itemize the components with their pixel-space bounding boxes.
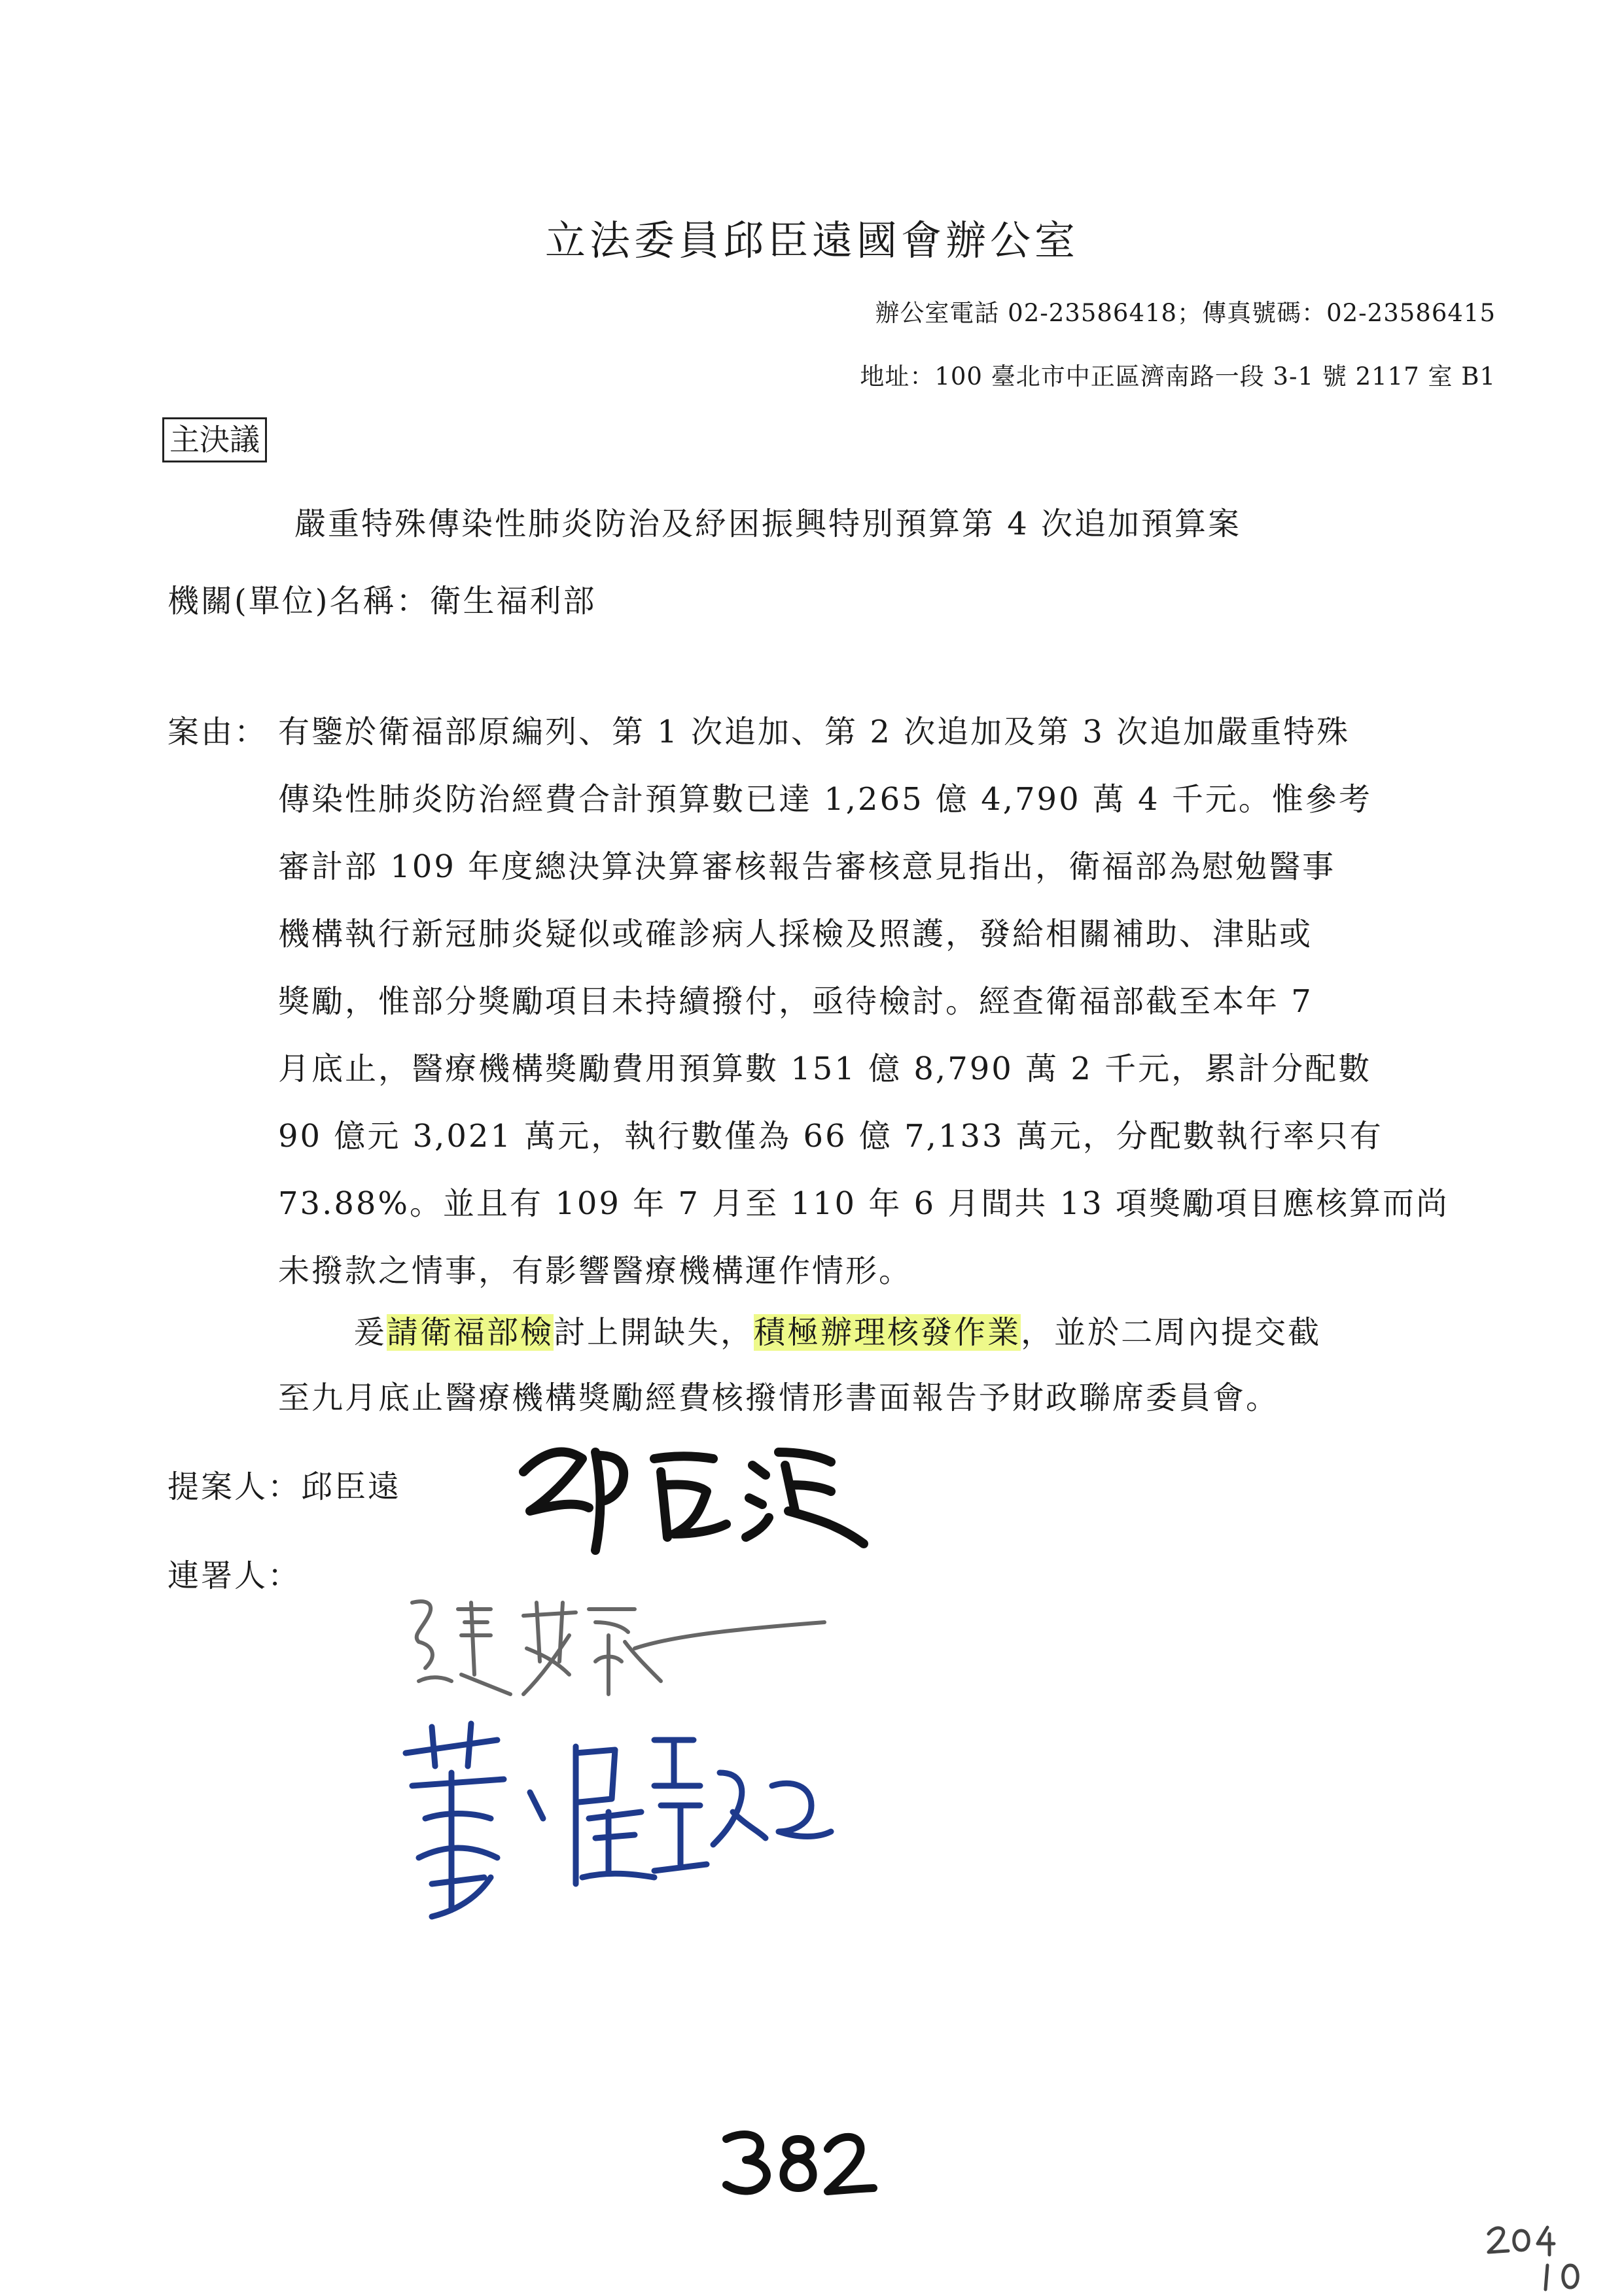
contact-numbers: 辦公室電話 02-23586418；傳真號碼：02-23586415 <box>875 299 1496 327</box>
highlighted-text: 請衛福部檢 <box>387 1314 554 1351</box>
reason-line: 未撥款之情事，有影響醫療機構運作情形。 <box>278 1253 913 1289</box>
proposer-signature <box>504 1426 870 1557</box>
reason-line: 月底止，醫療機構獎勵費用預算數 151 億 8,790 萬 2 千元，累計分配數 <box>278 1051 1372 1087</box>
reason-line: 90 億元 3,021 萬元，執行數僅為 66 億 7,133 萬元，分配數執行率只有 <box>278 1118 1383 1155</box>
page-number-handwritten <box>720 2126 877 2198</box>
cosigner-signature <box>393 1714 838 1923</box>
office-address: 地址：100 臺北市中正區濟南路一段 3-1 號 2117 室 B1 <box>860 362 1496 391</box>
reason-line: 73.88%。並且有 109 年 7 月至 110 年 6 月間共 13 項獎勵項目應核算而尚 <box>278 1185 1449 1222</box>
office-title: 立法委員邱臣遠國會辦公室 <box>544 217 1079 264</box>
highlighted-text: 積極辦理核發作業 <box>754 1314 1021 1351</box>
request-text: 討上開缺失， <box>554 1314 754 1351</box>
reason-line: 獎勵，惟部分獎勵項目未持續撥付，亟待檢討。經查衛福部截至本年 7 <box>278 983 1313 1020</box>
agency-name: 機關(單位)名稱：衛生福利部 <box>168 583 597 619</box>
request-text: ，並於二周內提交截 <box>1021 1314 1322 1351</box>
reason-label: 案由： <box>168 714 268 750</box>
reason-line: 傳染性肺炎防治經費合計預算數已達 1,265 億 4,790 萬 4 千元。惟參考 <box>278 781 1372 818</box>
reason-line: 有鑒於衛福部原編列、第 1 次追加、第 2 次追加及第 3 次追加嚴重特殊 <box>278 714 1350 750</box>
corner-mark-top <box>1485 2221 1557 2260</box>
budget-subject: 嚴重特殊傳染性肺炎防治及紓困振興特別預算第 4 次追加預算案 <box>294 506 1242 542</box>
request-line-end: 至九月底止醫療機構獎勵經費核撥情形書面報告予財政聯席委員會。 <box>278 1380 1280 1416</box>
reason-line: 審計部 109 年度總決算決算審核報告審核意見指出，衛福部為慰勉醫事 <box>278 848 1336 885</box>
corner-mark-bottom <box>1538 2260 1590 2293</box>
reason-line: 機構執行新冠肺炎疑似或確診病人採檢及照護，發給相關補助、津貼或 <box>278 916 1313 952</box>
cosigner-signature <box>399 1583 831 1714</box>
proposer-label: 提案人：邱臣遠 <box>168 1469 402 1505</box>
request-line <box>353 1307 1321 1352</box>
request-prefix: 爰 <box>353 1314 387 1351</box>
resolution-badge: 主決議 <box>162 417 267 462</box>
cosigner-label: 連署人： <box>168 1557 302 1594</box>
